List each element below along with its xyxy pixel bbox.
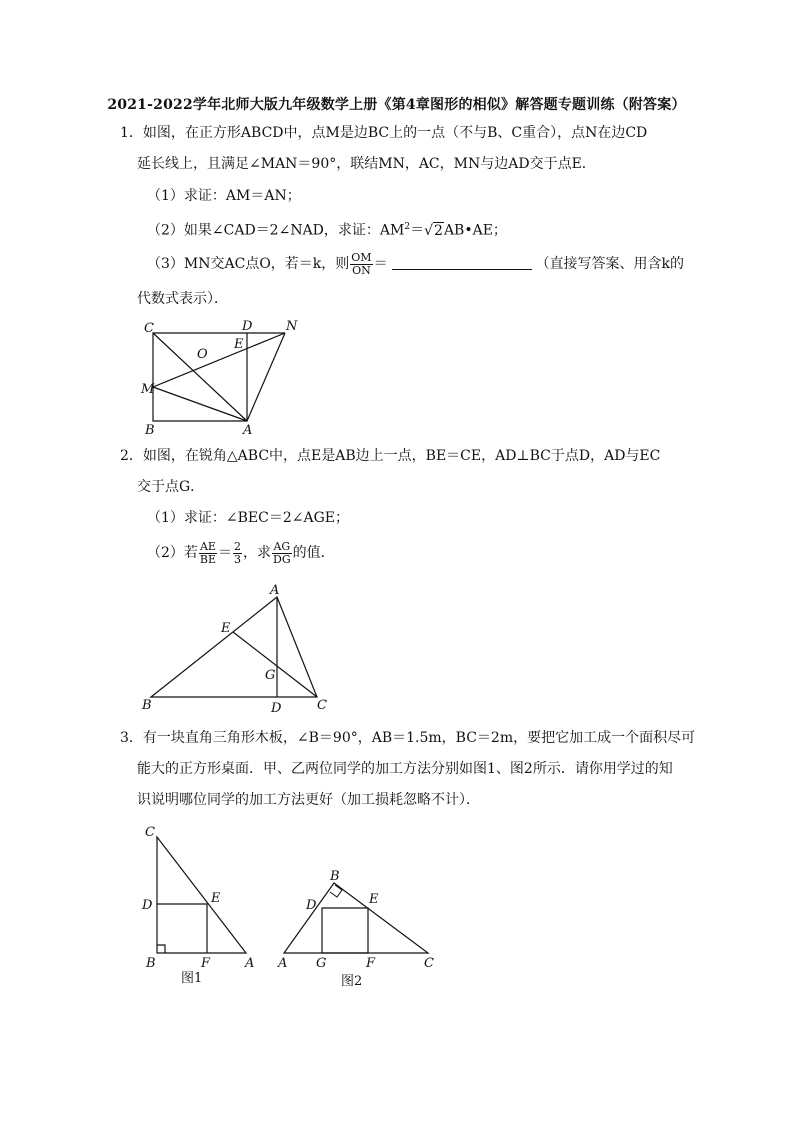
figure-1-caption: 图1 — [181, 971, 203, 986]
fraction-denominator: 3 — [234, 552, 242, 566]
label-a: A — [243, 423, 253, 438]
label-a: A — [270, 583, 280, 598]
sqrt-symbol: √2 — [424, 222, 443, 239]
label-f: F — [366, 956, 376, 971]
fraction-denominator: DG — [273, 552, 291, 566]
fraction-numerator: 2 — [234, 539, 242, 553]
fraction-denominator: ON — [352, 263, 371, 277]
label-o: O — [197, 347, 208, 362]
label-d: D — [142, 898, 153, 913]
q1-part3-text-a: （3）MN交AC点O，若＝k，则 — [147, 256, 350, 272]
figure-2-caption: 图2 — [341, 974, 363, 989]
label-b: B — [330, 869, 340, 884]
label-e: E — [211, 891, 221, 906]
q3-line3: 识说明哪位同学的加工方法更好（加工损耗忽略不计）． — [137, 792, 480, 808]
label-c: C — [424, 956, 434, 971]
q2-part2-text-a: （2）若 — [147, 545, 198, 561]
label-a: A — [278, 956, 288, 971]
fraction-denominator: BE — [199, 552, 217, 566]
label-f: F — [201, 956, 211, 971]
fraction-numerator: AG — [273, 539, 291, 553]
label-e: E — [369, 892, 379, 907]
q2-part1: （1）求证：∠BEC＝2∠AGE； — [147, 510, 350, 526]
fraction-numerator: AE — [199, 539, 216, 553]
square-dgfe — [322, 908, 368, 953]
q1-part2-text-c: AB•AE； — [443, 222, 507, 239]
q3-line1: 3．有一块直角三角形木板，∠B＝90°，AB＝1.5m，BC＝2m，要把它加工成一个面积尽可 — [120, 730, 696, 746]
q3-line2: 能大的正方形桌面．甲、乙两位同学的加工方法分别如图1、图2所示．请你用学过的知 — [137, 761, 673, 777]
label-b: B — [142, 698, 152, 713]
label-c: C — [317, 698, 327, 713]
label-g: G — [265, 668, 276, 683]
page-title: 2021-2022学年北师大版九年级数学上册《第4章图形的相似》解答题专题训练（附答案） — [107, 97, 686, 113]
label-n: N — [286, 319, 298, 334]
q1-part2-text-a: （2）如果∠CAD＝2∠NAD，求证：AM — [147, 222, 405, 239]
label-b: B — [145, 423, 155, 438]
fraction-numerator: OM — [351, 250, 372, 264]
q1-part1: （1）求证：AM＝AN； — [147, 188, 301, 204]
label-c: C — [144, 321, 154, 336]
q2-part2-text-d: 的值． — [292, 545, 335, 561]
triangle-abc-fig2 — [284, 883, 428, 953]
label-b: B — [146, 956, 156, 971]
label-e: E — [221, 621, 231, 636]
q1-part2-sup: 2 — [404, 222, 411, 232]
q1-part3-text-c: （直接写答案、用含k的 — [535, 256, 685, 272]
q2-part2-text-b: ＝ — [218, 545, 233, 561]
label-c: C — [145, 825, 155, 840]
label-d: D — [271, 701, 282, 716]
label-d: D — [306, 898, 317, 913]
q1-line2: 延长线上，且满足∠MAN＝90°，联结MN，AC，MN与边AD交于点E． — [137, 156, 596, 172]
label-d: D — [242, 319, 253, 334]
q2-line2: 交于点G． — [137, 479, 205, 495]
q1-part2-text-b: ＝ — [410, 222, 425, 239]
label-g: G — [316, 956, 327, 971]
q1-part2-sqrt-value: 2 — [434, 222, 443, 239]
label-m: M — [141, 382, 155, 397]
q2-line1: 2．如图，在锐角△ABC中，点E是AB边上一点，BE＝CE，AD⊥BC于点D，AD与EC — [120, 448, 661, 464]
label-a: A — [245, 956, 255, 971]
q2-part2-text-c: ，求 — [243, 545, 272, 561]
q1-part3-cont: 代数式表示）． — [137, 291, 228, 307]
q1-line1: 1．如图，在正方形ABCD中，点M是边BC上的一点（不与B、C重合），点N在边CD — [120, 125, 648, 141]
label-e: E — [234, 337, 244, 352]
q1-part3-text-b: ＝ — [373, 256, 388, 272]
